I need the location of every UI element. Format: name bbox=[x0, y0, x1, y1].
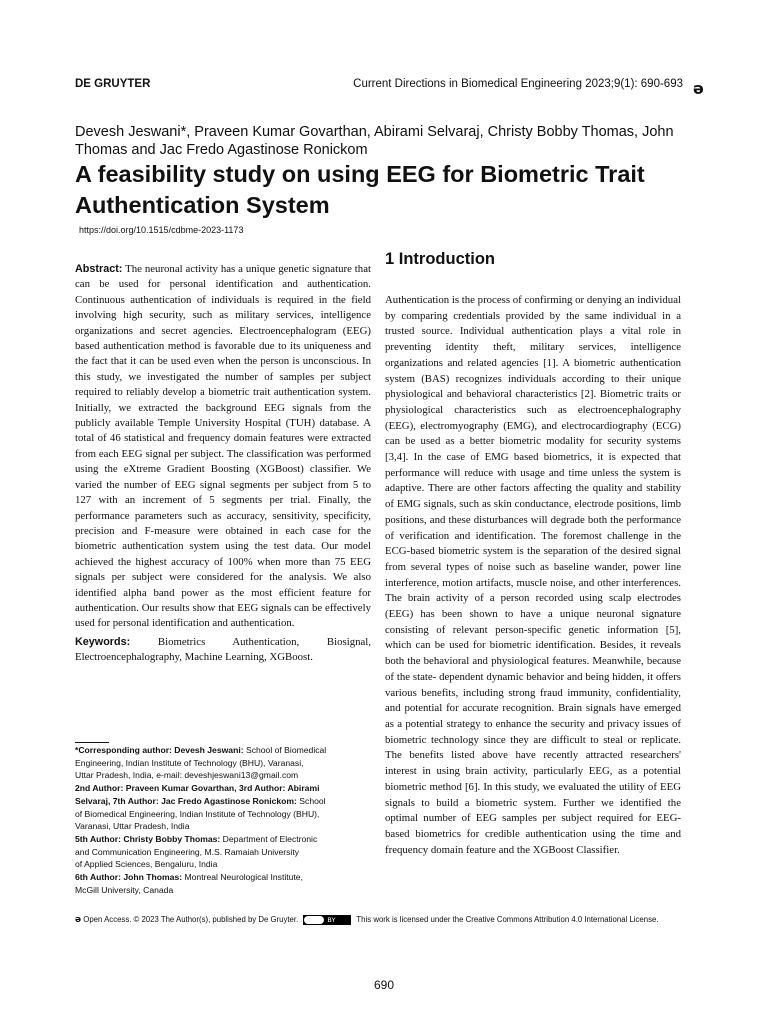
running-header bbox=[75, 78, 683, 96]
left-column bbox=[75, 262, 371, 666]
footnote-divider bbox=[75, 742, 109, 743]
right-column bbox=[385, 248, 681, 858]
footnote-author-label: 6th Author: John Thomas: bbox=[75, 872, 183, 883]
footnote-line: of Applied Sciences, Bengaluru, India bbox=[75, 859, 218, 870]
abstract bbox=[75, 262, 371, 632]
author-footnotes bbox=[75, 744, 375, 896]
footnote-text: Montreal Neurological Institute, bbox=[182, 872, 303, 883]
cc-by-label: BY bbox=[327, 915, 336, 924]
keywords-text: Biometrics Authentication, Biosignal, Electroencephalography, Machine Learning, XGBoost. bbox=[75, 635, 371, 664]
footnote-authors-label: Selvaraj, 7th Author: Jac Fredo Agastinose Ronickom: bbox=[75, 795, 297, 806]
keywords-label: Keywords: bbox=[75, 635, 131, 648]
footnote-line bbox=[75, 871, 375, 884]
publisher-name: DE GRUYTER bbox=[75, 78, 151, 90]
cc-by-badge-icon[interactable] bbox=[303, 915, 351, 925]
footnote-text: School of Biomedical bbox=[243, 745, 327, 755]
journal-citation: Current Directions in Biomedical Engineering 2023;9(1): 690-693 bbox=[353, 78, 683, 90]
license-text-2: This work is licensed under the Creative Commons Attribution 4.0 International License. bbox=[356, 915, 659, 924]
cc-icon bbox=[304, 916, 324, 924]
abstract-label: Abstract: bbox=[75, 263, 123, 275]
introduction-text: Authentication is the process of confirming or denying an individual by comparing credentials provided by the same individual in a trusted source. Individual authentication plays a vital role in preventing identity theft, military services, intelligence organizations and related agencies [1]. A biometric authentication system (BAS) recognizes individuals according to their unique physiological and behavioral characteristics [2]. Biometric traits or physiological characteristics such as electroencephalography (EEG), electromyography (EMG), and electrocardiography (ECG) can be used as a better biometric modality for security systems [3,4]. In the case of EMG based biometrics, it is expected that performance will reduce with usage and time unless the system is adaptive. There are other factors affecting the quality and stability of EMG signals, such as skin conductance, electrode positions, limb positions, and these disturbances will degrade both the performance of verification and identification. The foremost challenge in the ECG-based biometric system is the separation of the desired signal from several types of noise such as baseline wander, power line interference, motion artifacts, muscle noise, and other interferences. The brain activity of a person recorded using scalp electrodes (EEG) has been shown to have a unique neuronal signature consisting of relevant person-specific genetic information [5], which can be used for biometric identification. Besides, it reveals both the behavioral and physiological features. Meanwhile, because of the state- dependent dynamic behavior and being hidden, it offers various benefits, including strong fraud immunity, confidentiality, and potential for accurate recognition. Brain signals have emerged as a potential strategy to enhance the security and privacy issues of biometric technology since they are difficult to steal or replicate. The benefits listed above have recently attracted researchers' interest in using brain activity, particularly EEG, as a potential biometric method [6]. In this study, we evaluated the utility of EEG signals to build a biometric system. Further we identified the optimal number of EEG samples per subject required for EEG-based biometrics for credible authentication using the time and frequency domain feature and the XGBoost Classifier. bbox=[385, 294, 681, 856]
doi-link[interactable]: https://doi.org/10.1515/cdbme-2023-1173 bbox=[79, 225, 244, 235]
page-number: 690 bbox=[373, 978, 395, 992]
open-access-icon: ə bbox=[693, 79, 704, 98]
footnote-line: McGill University, Canada bbox=[75, 884, 174, 895]
author-list: Devesh Jeswani*, Praveen Kumar Govarthan, Abirami Selvaraj, Christy Bobby Thomas, John Thomas and Jac Fredo Agastinose Ronickom bbox=[75, 124, 674, 158]
footnote-line: Uttar Pradesh, India, e-mail: deveshjeswani13@gmail.com bbox=[75, 770, 299, 781]
footnote-line bbox=[75, 833, 375, 846]
footnote-text: School bbox=[296, 795, 326, 806]
footnote-authors-label: 2nd Author: Praveen Kumar Govarthan, 3rd Author: Abirami bbox=[75, 783, 320, 794]
footnote-line bbox=[75, 795, 375, 808]
footnote-line: Varanasi, Uttar Pradesh, India bbox=[75, 821, 190, 832]
abstract-text: The neuronal activity has a unique genetic signature that can be used for personal identification and authentication. Continuous authentication of individuals is required in the field involving high security, such as military services, intelligence organizations and secret agencies. Electroencephalogram (EEG) based authentication method is favorable due to its uniqueness and the fact that it can be used even when the person is unconscious. In this study, we investigated the number of samples per subject required to reliably develop a biometric trait authentication system. Initially, we extracted the background EEG signals from the publicly available Temple University Hospital (TUH) database. A total of 46 statistical and frequency domain features were extracted from each EEG signal per subject. The classification was performed using the eXtreme Gradient Boosting (XGBoost) classifier. We varied the number of EEG signal segments per subject from 5 to 127 with an increment of 5 segments per trial. Finally, the performance parameters such as accuracy, sensitivity, specificity, precision and F-measure were obtained in each case for the biometric authentication system using the test data. Our model achieved the highest accuracy of 100% when more than 75 EEG signals per subject were considered for the analysis. We also identified alpha band power as the most efficient feature for authentication. Our results show that EEG signals can be effectively used for personal identification and authentication. bbox=[75, 263, 371, 630]
keywords bbox=[75, 635, 371, 666]
open-access-small-icon: ə bbox=[75, 915, 82, 925]
footnote-corresponding-label: *Corresponding author: Devesh Jeswani: bbox=[75, 745, 244, 755]
footnote-line: and Communication Engineering, M.S. Ramaiah University bbox=[75, 846, 300, 857]
footnote-author-label: 5th Author: Christy Bobby Thomas: bbox=[75, 833, 221, 844]
section-heading-introduction: 1 Introduction bbox=[385, 250, 495, 268]
footnote-line bbox=[75, 782, 375, 795]
footnote-line: of Biomedical Engineering, Indian Institute of Technology (BHU), bbox=[75, 808, 320, 819]
footnote-text: Department of Electronic bbox=[220, 833, 318, 844]
footnote-line: Engineering, Indian Institute of Technology (BHU), Varanasi, bbox=[75, 757, 304, 768]
paper-title: A feasibility study on using EEG for Biometric Trait Authentication System bbox=[75, 161, 645, 218]
footnote-line bbox=[75, 744, 375, 757]
license-text-1: Open Access. © 2023 The Author(s), published by De Gruyter. bbox=[83, 915, 299, 924]
license-notice bbox=[75, 914, 685, 927]
